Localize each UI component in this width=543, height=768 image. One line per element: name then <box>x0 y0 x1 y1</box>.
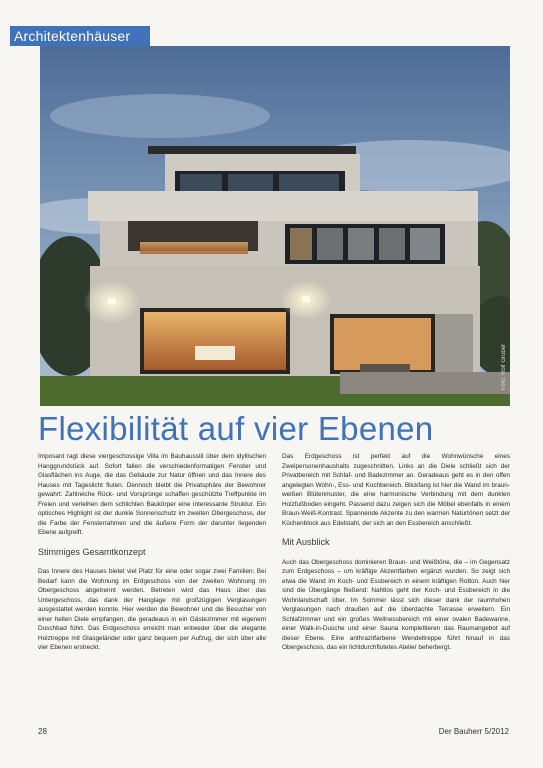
left-paragraph-1: Imposant ragt diese viergeschossige Villa im Bauhausstil über dem idyllischen Hanggrundstück auf. Sofort fallen die verschiedenformatigen Fenster und Glasflächen ins Auge, die das Gebäude zur Natur öffnen und das Innere des Hauses mit Tageslicht fluten. Dennoch bleibt die Privatsphäre der Bewohner gewahrt: Zahlreiche Rück- und Vorsprünge schaffen geschützte Treffpunkte im Freien und verleihen dem schlichten Baukörper eine interessante Struktur. Ein optisches Highlight ist der dunkle Sonnenschutz im zweiten Obergeschoss, der die Farbe der Fensterrahmen und die äußere Form der darunter liegenden Ebene aufgreift. <box>38 453 266 536</box>
page-number: 28 <box>38 727 47 736</box>
right-subheading: Mit Ausblick <box>282 537 330 547</box>
magazine-issue: Der Bauherr 5/2012 <box>438 727 509 736</box>
headline: Flexibilität auf vier Ebenen <box>38 410 434 447</box>
photo-credit: Foto: Rolf Gruber <box>501 343 507 390</box>
house-photo <box>40 46 510 406</box>
left-column <box>38 452 266 653</box>
right-paragraph-2: Auch das Obergeschoss dominieren Braun- und Weißtöne, die – im Gegensatz zum Erdgeschoss – um kräftige Akzentfarben ergänzt wurden. So zeigt sich etwa die Wand im Koch- und Essbereich in einem kräftigen Rotton. Auch hier sind die Übergänge fließend: Nahtlos geht der Koch- und Essbereich in die Wohnlandschaft über. Im Sommer lässt sich dieser dank der raumhohen Verglasungen nach draußen auf die überdachte Terrasse erweitern. Ein Schlafzimmer und ein großes Wellnessbereich mit einer ovalen Badewanne, einer Walk-in-Dusche und einer Sauna komplettieren das Raumangebot auf dieser Ebene. Eine anthrazitfarbene Wendeltreppe führt hinauf in das Obergeschoss, das ein lichtdurchflutetes Atelier beherbergt. <box>282 558 510 651</box>
left-paragraph-2: Das Innere des Hauses bietet viel Platz für eine oder sogar zwei Familien: Bei Bedarf kann die Wohnung im Erdgeschoss von der zweiten Wohnung im Obergeschoss abgetrennt werden. Betreten wird das Haus über das Untergeschoss, das dank der Hanglage mit großzügigen Verglasungen ausgestattet werden konnte. Hier werden die Bewohner und die Besucher von einer hellen Diele empfangen, die geradeaus in ein Gästezimmer mit eigenem Duschbad führt. Das Erdgeschoss erreicht man entweder über die elegante Holztreppe mit Glasgeländer oder ganz bequem per Aufzug, der sich über alle vier Ebenen erstreckt. <box>38 568 266 651</box>
right-paragraph-1: Das Erdgeschoss ist perfekt auf die Wohnwünsche eines Zweipersonenhaushalts zugeschnitten. Links an die Diele schließt sich der Privatbereich mit Schlaf- und Badezimmer an. Geradeaus geht es in den offen angelegten Wohn-, Ess- und Kochbereich. Blickfang ist hier die Wand im braun-weißen Blütenmuster, die eine harmonische Verbindung mit dem dunklen Holzfußboden eingeht. Passend dazu zeigen sich die Möbel ebenfalls in einem Braun-Weiß-Kontrast. Spannende Akzente zu den warmen Naturtönen setzt der Küchenblock aus Edelstahl, der sich an den Essbereich anschließt. <box>282 453 510 527</box>
right-column <box>282 452 510 653</box>
left-subheading: Stimmiges Gesamtkonzept <box>38 546 146 557</box>
section-tag: Architektenhäuser <box>10 26 150 46</box>
